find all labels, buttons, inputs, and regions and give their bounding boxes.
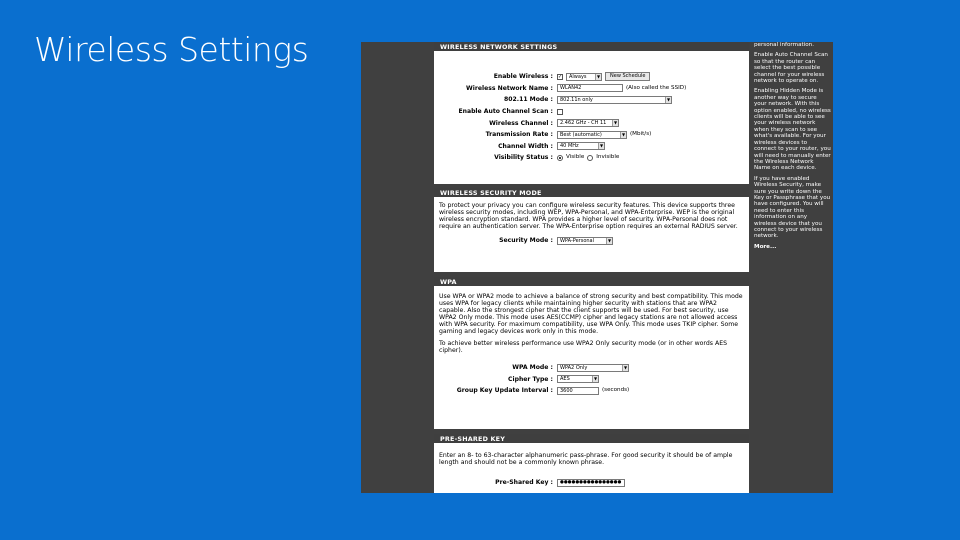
rekey-input[interactable]: 3600: [557, 387, 599, 395]
security-mode-label: Security Mode :: [499, 237, 553, 245]
security-mode-panel: [434, 188, 749, 272]
invisible-radio[interactable]: [587, 155, 593, 161]
new-schedule-button[interactable]: New Schedule: [605, 72, 650, 81]
chevron-down-icon: ▼: [666, 96, 671, 102]
enable-wireless-checkbox[interactable]: ✓: [558, 73, 563, 80]
visible-radio[interactable]: [557, 155, 563, 161]
wpa-mode-label: WPA Mode :: [512, 364, 553, 372]
channel-select[interactable]: [557, 119, 619, 127]
psk-input[interactable]: ●●●●●●●●●●●●●●●●: [557, 479, 625, 487]
rate-value: Best (automatic): [560, 131, 602, 138]
chevron-down-icon: ▼: [621, 131, 626, 137]
wpa-description: Use WPA or WPA2 mode to achieve a balance of strong security and best compatibility. This mode uses WPA for legacy clients while maintaining higher security with stations that are WPA2 capable. Also the strongest cipher that the client supports will be used. For best security, use WPA2 Only mode. This mode uses AES(CCMP) cipher and legacy stations are not allowed access with WPA security. For maximum compatibility, use WPA Only. This mode uses TKIP cipher. Some gaming and legacy devices work only in this mode.: [439, 293, 743, 335]
rekey-row: [439, 385, 744, 397]
rate-select[interactable]: [557, 131, 627, 139]
router-screenshot: [361, 42, 833, 493]
cipher-row: [439, 374, 744, 386]
hint-paragraph-3: Enabling Hidden Mode is another way to secure your network. With this option enabled, no wireless clients will be able to see your wireless network when they scan to see what's available. For your wireless devices to connect to your router, you will need to manually enter the Wireless Network Name on each device.: [754, 88, 831, 172]
width-label: Channel Width :: [498, 142, 553, 150]
chevron-down-icon: ▼: [623, 364, 628, 370]
wpa-mode-row: [439, 362, 744, 374]
network-name-input[interactable]: WLAN42: [557, 84, 623, 92]
security-mode-row: [439, 235, 744, 247]
helpful-hints-column: [752, 42, 833, 493]
hint-paragraph-2: Enable Auto Channel Scan so that the router can select the best possible channel for your wireless network to operate on.: [754, 52, 828, 85]
cipher-value: AES: [560, 376, 570, 383]
rekey-label: Group Key Update Interval :: [456, 387, 553, 395]
mode-value: 802.11n only: [560, 96, 593, 103]
rekey-unit: (seconds): [602, 387, 630, 394]
wireless-network-settings-heading: WIRELESS NETWORK SETTINGS: [434, 42, 749, 52]
channel-label: Wireless Channel :: [489, 119, 553, 127]
chevron-down-icon: ▼: [607, 237, 612, 243]
network-name-label: Wireless Network Name :: [466, 84, 553, 92]
psk-description: Enter an 8- to 63-character alphanumeric pass-phrase. For good security it should be of ample length and should not be a commonly known phrase.: [439, 452, 733, 466]
auto-channel-checkbox[interactable]: [557, 109, 563, 115]
mode-label: 802.11 Mode :: [504, 96, 553, 104]
more-link[interactable]: More...: [754, 243, 777, 250]
invisible-label: Invisible: [596, 154, 620, 161]
wpa-panel: [434, 277, 749, 429]
wpa-mode-select[interactable]: [557, 364, 629, 372]
security-mode-value: WPA-Personal: [560, 237, 595, 244]
psk-label: Pre-Shared Key :: [495, 479, 553, 487]
channel-row: [439, 117, 744, 129]
width-row: [439, 141, 744, 153]
hint-paragraph-4: If you have enabled Wireless Security, make sure you write down the Key or Passphrase that you have configured. You will need to enter this information on any wireless device that you connect to your wireless network.: [754, 175, 831, 240]
hint-paragraph-1: personal information.: [754, 42, 814, 48]
security-mode-description: To protect your privacy you can configure wireless security features. This device supports three wireless security modes, including WEP, WPA-Personal, and WPA-Enterprise. WEP is the original wireless encryption standard. WPA provides a higher level of security. WPA-Personal does not require an authentication server. The WPA-Enterprise option requires an external RADIUS server.: [439, 202, 738, 230]
network-name-row: [439, 83, 744, 95]
wpa-mode-value: WPA2 Only: [560, 364, 588, 371]
visibility-row: [439, 152, 744, 164]
settings-main-column: [434, 42, 749, 493]
psk-panel: [434, 434, 749, 493]
width-select[interactable]: [557, 142, 605, 150]
cipher-select[interactable]: [557, 375, 599, 383]
mode-row: [439, 94, 744, 106]
width-value: 40 MHz: [560, 143, 579, 150]
psk-heading: PRE-SHARED KEY: [434, 434, 749, 444]
wpa-heading: WPA: [434, 277, 749, 287]
schedule-value: Always: [569, 73, 587, 80]
enable-wireless-row: [439, 71, 744, 83]
slide-title: Wireless Settings: [34, 30, 309, 69]
wireless-network-settings-panel: [434, 42, 749, 184]
cipher-label: Cipher Type :: [508, 375, 553, 383]
channel-value: 2.462 GHz - CH 11: [560, 120, 607, 127]
rate-unit: (Mbit/s): [630, 131, 652, 138]
visibility-label: Visibility Status :: [494, 154, 553, 162]
auto-channel-row: [439, 106, 744, 118]
ssid-note: (Also called the SSID): [626, 84, 687, 91]
wpa-tip: To achieve better wireless performance use WPA2 Only security mode (or in other words AES cipher).: [439, 340, 728, 354]
schedule-select[interactable]: [566, 73, 602, 81]
chevron-down-icon: ▼: [613, 120, 618, 126]
mode-select[interactable]: [557, 96, 672, 104]
rate-row: [439, 129, 744, 141]
visible-label: Visible: [566, 154, 585, 161]
chevron-down-icon: ▼: [596, 73, 601, 79]
security-mode-select[interactable]: [557, 237, 613, 245]
psk-row: [439, 477, 744, 489]
chevron-down-icon: ▼: [593, 376, 598, 382]
security-mode-heading: WIRELESS SECURITY MODE: [434, 188, 749, 198]
auto-channel-label: Enable Auto Channel Scan :: [458, 108, 553, 116]
chevron-down-icon: ▼: [599, 143, 604, 149]
rate-label: Transmission Rate :: [485, 131, 553, 139]
enable-wireless-label: Enable Wireless :: [493, 73, 553, 81]
